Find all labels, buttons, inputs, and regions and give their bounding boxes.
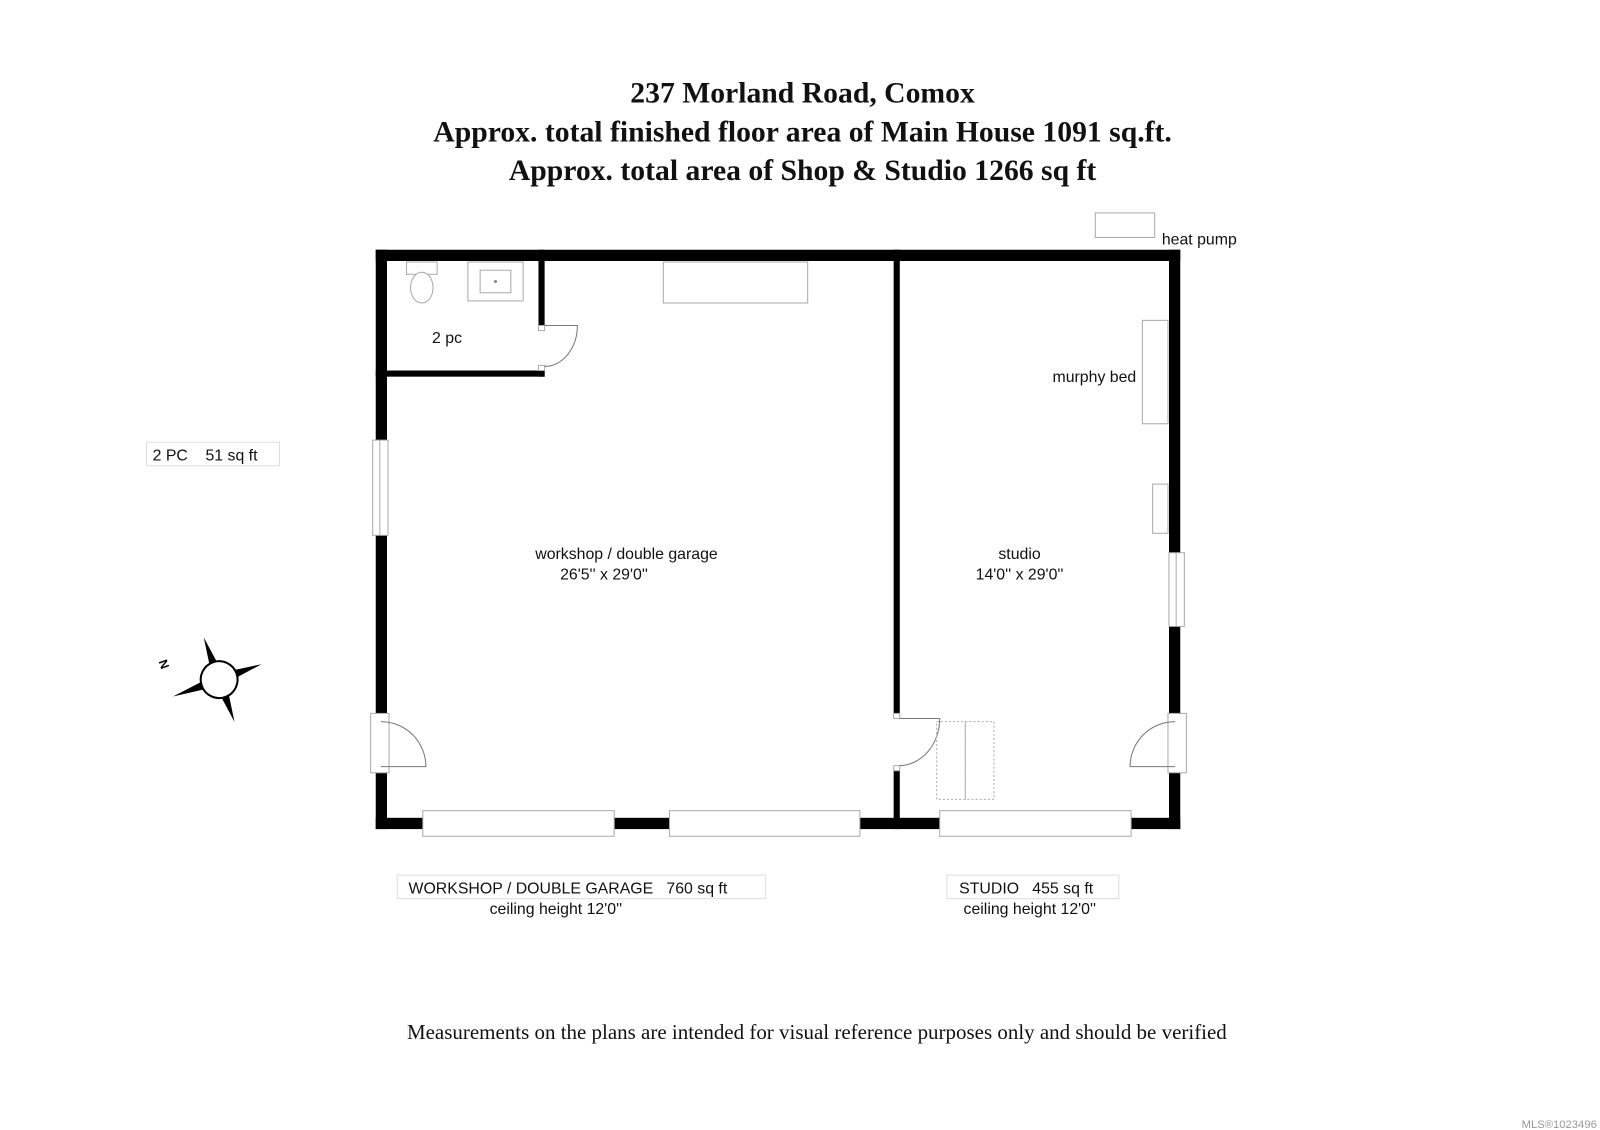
workshop-name: workshop / double garage xyxy=(535,545,718,563)
disclaimer: Measurements on the plans are intended for visual reference purposes only and should be verified xyxy=(406,1019,1227,1044)
steps xyxy=(937,722,994,800)
bathroom-label: 2 pc xyxy=(432,329,463,347)
door-right xyxy=(1130,713,1186,772)
title-main-house-area: Approx. total finished floor area of Main House 1091 sq.ft. xyxy=(433,116,1172,149)
murphy-bed-label: murphy bed xyxy=(1052,368,1137,386)
studio-window-bottom xyxy=(940,811,1131,837)
bathroom-door xyxy=(537,325,577,370)
compass-north-label: N xyxy=(155,657,172,671)
window-right xyxy=(1169,553,1184,627)
two-pc-area: 2 PC 51 sq ft xyxy=(152,447,258,465)
workshop-area: WORKSHOP / DOUBLE GARAGE 760 sq ft xyxy=(408,880,728,898)
outer-walls xyxy=(376,250,1181,829)
studio-area: STUDIO 455 sq ft xyxy=(959,880,1094,898)
workshop-ceiling: ceiling height 12'0'' xyxy=(489,901,623,919)
heat-pump-unit xyxy=(1095,213,1154,238)
door-interior xyxy=(893,713,940,770)
mls-number: MLS®1023496 xyxy=(1521,1118,1597,1130)
garage-door-2 xyxy=(669,811,859,837)
murphy-bed xyxy=(1142,320,1168,423)
compass-icon xyxy=(155,622,277,739)
sink-icon xyxy=(468,262,523,301)
studio-name: studio xyxy=(998,545,1041,563)
heat-pump-label: heat pump xyxy=(1161,231,1237,249)
toilet-icon xyxy=(406,262,437,303)
workshop-dims: 26'5'' x 29'0'' xyxy=(560,566,648,584)
title-shop-area: Approx. total area of Shop & Studio 1266 sq ft xyxy=(508,155,1097,188)
workbench xyxy=(663,262,807,303)
garage-door-1 xyxy=(423,811,614,837)
cabinet xyxy=(1153,484,1168,533)
title-address: 237 Morland Road, Comox xyxy=(630,77,975,110)
studio-dims: 14'0'' x 29'0'' xyxy=(975,566,1064,584)
door-left xyxy=(371,713,426,772)
studio-ceiling: ceiling height 12'0'' xyxy=(963,901,1097,919)
window-left xyxy=(373,440,388,535)
